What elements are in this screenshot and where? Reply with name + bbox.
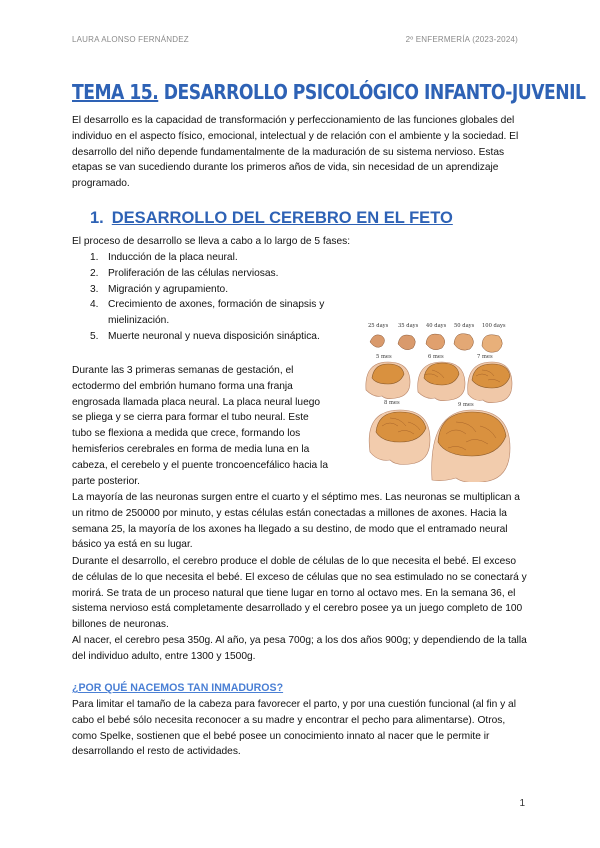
fig-label-50-days: 50 days bbox=[454, 323, 475, 329]
list-item: 3. Migración y agrupamiento. bbox=[90, 283, 229, 295]
fig-label-8-mes: 8 mes bbox=[384, 400, 400, 406]
brain-development-figure bbox=[362, 320, 514, 482]
section-title: DESARROLLO DEL CEREBRO EN EL FETO bbox=[111, 209, 453, 227]
fig-label-5-mes: 5 mes bbox=[376, 354, 392, 360]
list-item: 2. Proliferación de las células nerviosas. bbox=[90, 267, 279, 279]
fig-label-35-days: 35 days bbox=[398, 323, 419, 329]
fig-label-25-days: 25 days bbox=[368, 323, 389, 329]
section-heading bbox=[90, 209, 453, 228]
title-text: DESARROLLO PSICOLÓGICO INFANTO-JUVENIL bbox=[163, 80, 586, 104]
phases-lead: El proceso de desarrollo se lleva a cabo a lo largo de 5 fases: bbox=[72, 236, 351, 247]
title-number: TEMA 15. bbox=[72, 80, 159, 104]
list-item: 1. Inducción de la placa neural. bbox=[90, 252, 238, 263]
subsection-heading: ¿POR QUÉ NACEMOS TAN INMADUROS? bbox=[72, 682, 284, 694]
immaturity-paragraph: Para limitar el tamaño de la cabeza para favorecer el parto, y por una cuestión funcional (al fin y al cabo el bebé sólo necesita reconocer a su madre y encontrar el pecho para alimentarse). Otros, como Spelke, sostienen que el bebé posee un conocimiento innato al nacer que le permite ir desarrollando el resto de actividades. bbox=[72, 699, 516, 758]
gestation-paragraph: Durante las 3 primeras semanas de gestación, el ectodermo del embrión humano forma una franja engrosada llamada placa neural. La placa neural luego se pliega y se cierra para formar el tubo neural. Este tubo se flexiona a medida que crece, formando los hemisferios cerebrales en forma de media luna en la cabeza, el cerebelo y el puente troncoencefálico hacia la parte posterior. bbox=[72, 365, 328, 487]
page-number: 1 bbox=[519, 798, 525, 809]
section-number: 1. bbox=[90, 209, 104, 227]
list-item: 4. Crecimiento de axones, formación de sinapsis y mielinización. bbox=[90, 299, 325, 327]
page-title bbox=[72, 80, 586, 104]
phases-list bbox=[90, 250, 340, 345]
neurons-paragraph: La mayoría de las neuronas surgen entre el cuarto y el séptimo mes. Las neuronas se multiplican a un ritmo de 250000 por minuto, y estas células están conectadas a millones de axones. Hacia la semana 25, la mayoría de los axones ha llegado a su destino, de modo que el entramado neural básico ya está en su lugar. bbox=[72, 492, 520, 551]
header-author: LAURA ALONSO FERNÁNDEZ bbox=[72, 35, 189, 44]
fig-label-100-days: 100 days bbox=[482, 323, 506, 329]
weight-paragraph: Al nacer, el cerebro pesa 350g. Al año, ya pesa 700g; a los dos años 900g; y dependiendo de la talla del individuo adulto, entre 1300 y 1500g. bbox=[72, 635, 527, 662]
fig-label-6-mes: 6 mes bbox=[428, 354, 444, 360]
fig-label-40-days: 40 days bbox=[426, 323, 447, 329]
intro-paragraph: El desarrollo es la capacidad de transformación y perfeccionamiento de las funciones globales del individuo en el aspecto físico, emocional, intelectual y de relación con el ambiente y la sociedad. El desarrollo del niño depende fundamentalmente de la maduración de su sistema nervioso. Estas etapas se van sucediendo durante los primeros años de vida, sin necesidad de un aprendizaje programado. bbox=[72, 115, 519, 190]
list-item: 5. Muerte neuronal y nueva disposición sináptica. bbox=[90, 330, 320, 342]
header-course: 2º ENFERMERÍA (2023-2024) bbox=[405, 35, 518, 44]
fetal-heads-middle bbox=[366, 362, 512, 403]
fig-label-7-mes: 7 mes bbox=[477, 354, 493, 360]
fig-label-9-mes: 9 mes bbox=[458, 402, 474, 408]
cells-paragraph: Durante el desarrollo, el cerebro produce el doble de células de lo que necesita el bebé. El exceso de células de lo que necesita el bebé. El exceso de células que no sea estimulado no se conectará y morirá. Se trata de un proceso natural que tiene lugar en torno al octavo mes. En la semana 36, el sistema nervioso está completamente desarrollado y el cerebro posee ya un juego completo de 100 billones de neuronas. bbox=[72, 556, 527, 631]
brain-development-illustration bbox=[362, 320, 514, 482]
